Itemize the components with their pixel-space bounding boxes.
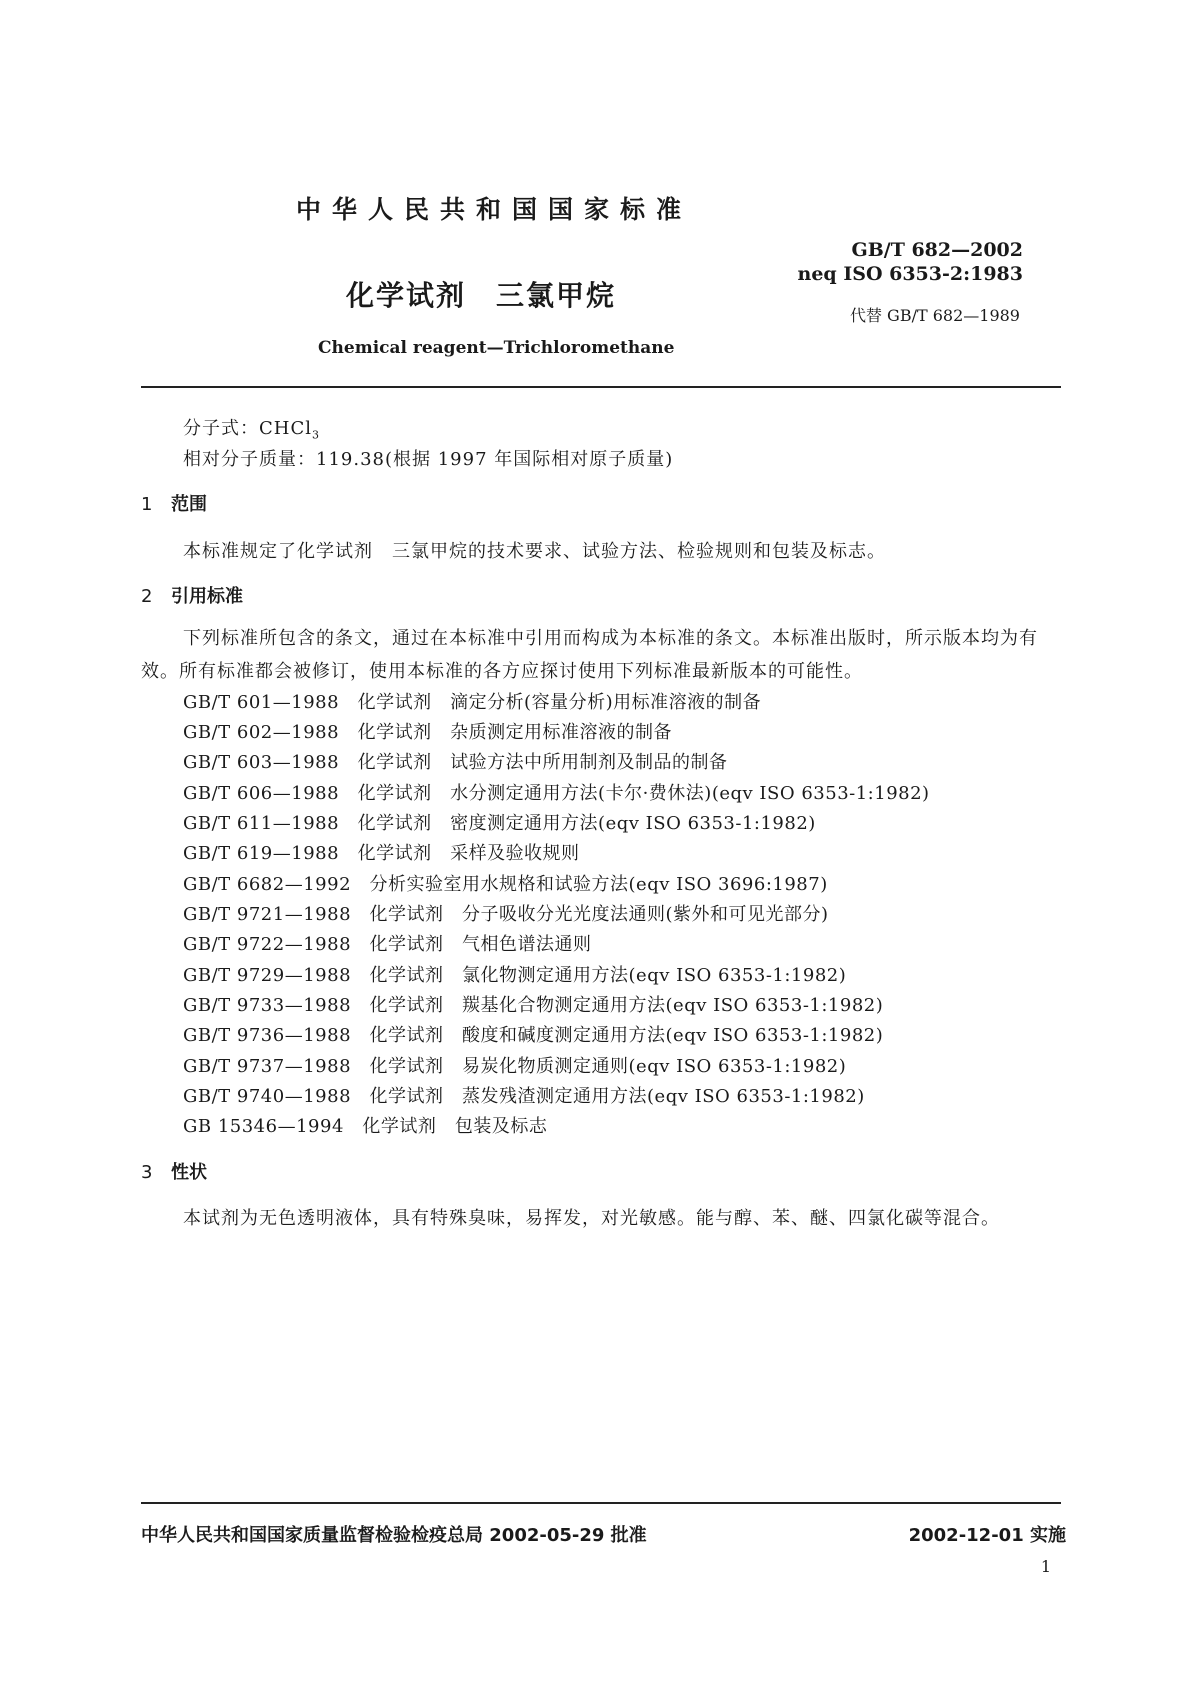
reference-item: GB/T 619—1988 化学试剂 采样及验收规则 (183, 843, 580, 864)
issuing-authority: 中华人民共和国国家质量监督检验检疫总局 2002-05-29 批准 (141, 1525, 647, 1546)
national-standard-heading: 中华人民共和国国家标准 (296, 195, 693, 224)
replaces-standard: 代替 GB/T 682—1989 (849, 306, 1020, 325)
reference-item: GB/T 9721—1988 化学试剂 分子吸收分光光度法通则(紫外和可见光部分) (183, 904, 829, 925)
footer-divider (141, 1502, 1061, 1504)
header-divider (141, 386, 1061, 388)
section-title: 引用标准 (171, 586, 243, 607)
section-1-text: 本标准规定了化学试剂 三氯甲烷的技术要求、试验方法、检验规则和包装及标志。 (183, 541, 886, 562)
page-number: 1 (1040, 1557, 1051, 1576)
standard-code: GB/T 682—2002 (851, 239, 1023, 261)
section-2-text: 下列标准所包含的条文，通过在本标准中引用而构成为本标准的条文。本标准出版时，所示版本均为有效。所有标准都会被修订，使用本标准的各方应探讨使用下列标准最新版本的可能性。 (141, 628, 1038, 682)
section-title: 范围 (171, 494, 207, 515)
effective-date: 2002-12-01 实施 (908, 1525, 1066, 1546)
reference-item: GB/T 9729—1988 化学试剂 氯化物测定通用方法(eqv ISO 6353-1:1982) (183, 965, 847, 986)
section-number: 3 (141, 1162, 153, 1183)
reference-item: GB/T 9737—1988 化学试剂 易炭化物质测定通则(eqv ISO 6353-1:1982) (183, 1056, 847, 1077)
section-1-heading (141, 490, 207, 516)
standard-code-block (798, 238, 1023, 286)
reference-item: GB/T 6682—1992 分析实验室用水规格和试验方法(eqv ISO 3696:1987) (183, 874, 828, 895)
formula-subscript: 3 (312, 428, 320, 442)
reference-item: GB/T 602—1988 化学试剂 杂质测定用标准溶液的制备 (183, 722, 673, 743)
section-title: 性状 (171, 1162, 207, 1183)
section-3-text: 本试剂为无色透明液体，具有特殊臭味，易挥发，对光敏感。能与醇、苯、醚、四氯化碳等混合。 (183, 1208, 1000, 1229)
reference-item: GB/T 9733—1988 化学试剂 羰基化合物测定通用方法(eqv ISO 6353-1:1982) (183, 995, 884, 1016)
section-2-heading (141, 582, 243, 608)
reference-item: GB/T 601—1988 化学试剂 滴定分析(容量分析)用标准溶液的制备 (183, 692, 762, 713)
reference-item: GB/T 9740—1988 化学试剂 蒸发残渣测定通用方法(eqv ISO 6353-1:1982) (183, 1086, 865, 1107)
reference-item: GB/T 603—1988 化学试剂 试验方法中所用制剂及制品的制备 (183, 752, 728, 773)
document-title-cn: 化学试剂 三氯甲烷 (346, 279, 617, 312)
reference-item: GB/T 606—1988 化学试剂 水分测定通用方法(卡尔·费休法)(eqv ISO 6353-1:1982) (183, 783, 930, 804)
reference-item: GB/T 9722—1988 化学试剂 气相色谱法通则 (183, 934, 592, 955)
iso-equivalence: neq ISO 6353-2:1983 (797, 263, 1023, 285)
section-3-heading (141, 1158, 207, 1184)
section-number: 1 (141, 494, 153, 515)
document-title-en: Chemical reagent—Trichloromethane (318, 338, 675, 358)
molecular-formula (183, 414, 320, 442)
molecular-mass: 相对分子质量：119.38(根据 1997 年国际相对原子质量) (183, 449, 674, 470)
reference-item: GB 15346—1994 化学试剂 包装及标志 (183, 1116, 548, 1137)
reference-item: GB/T 611—1988 化学试剂 密度测定通用方法(eqv ISO 6353-1:1982) (183, 813, 816, 834)
molecular-formula-label: 分子式：CHCl (183, 418, 312, 439)
reference-item: GB/T 9736—1988 化学试剂 酸度和碱度测定通用方法(eqv ISO 6353-1:1982) (183, 1025, 884, 1046)
section-number: 2 (141, 586, 153, 607)
